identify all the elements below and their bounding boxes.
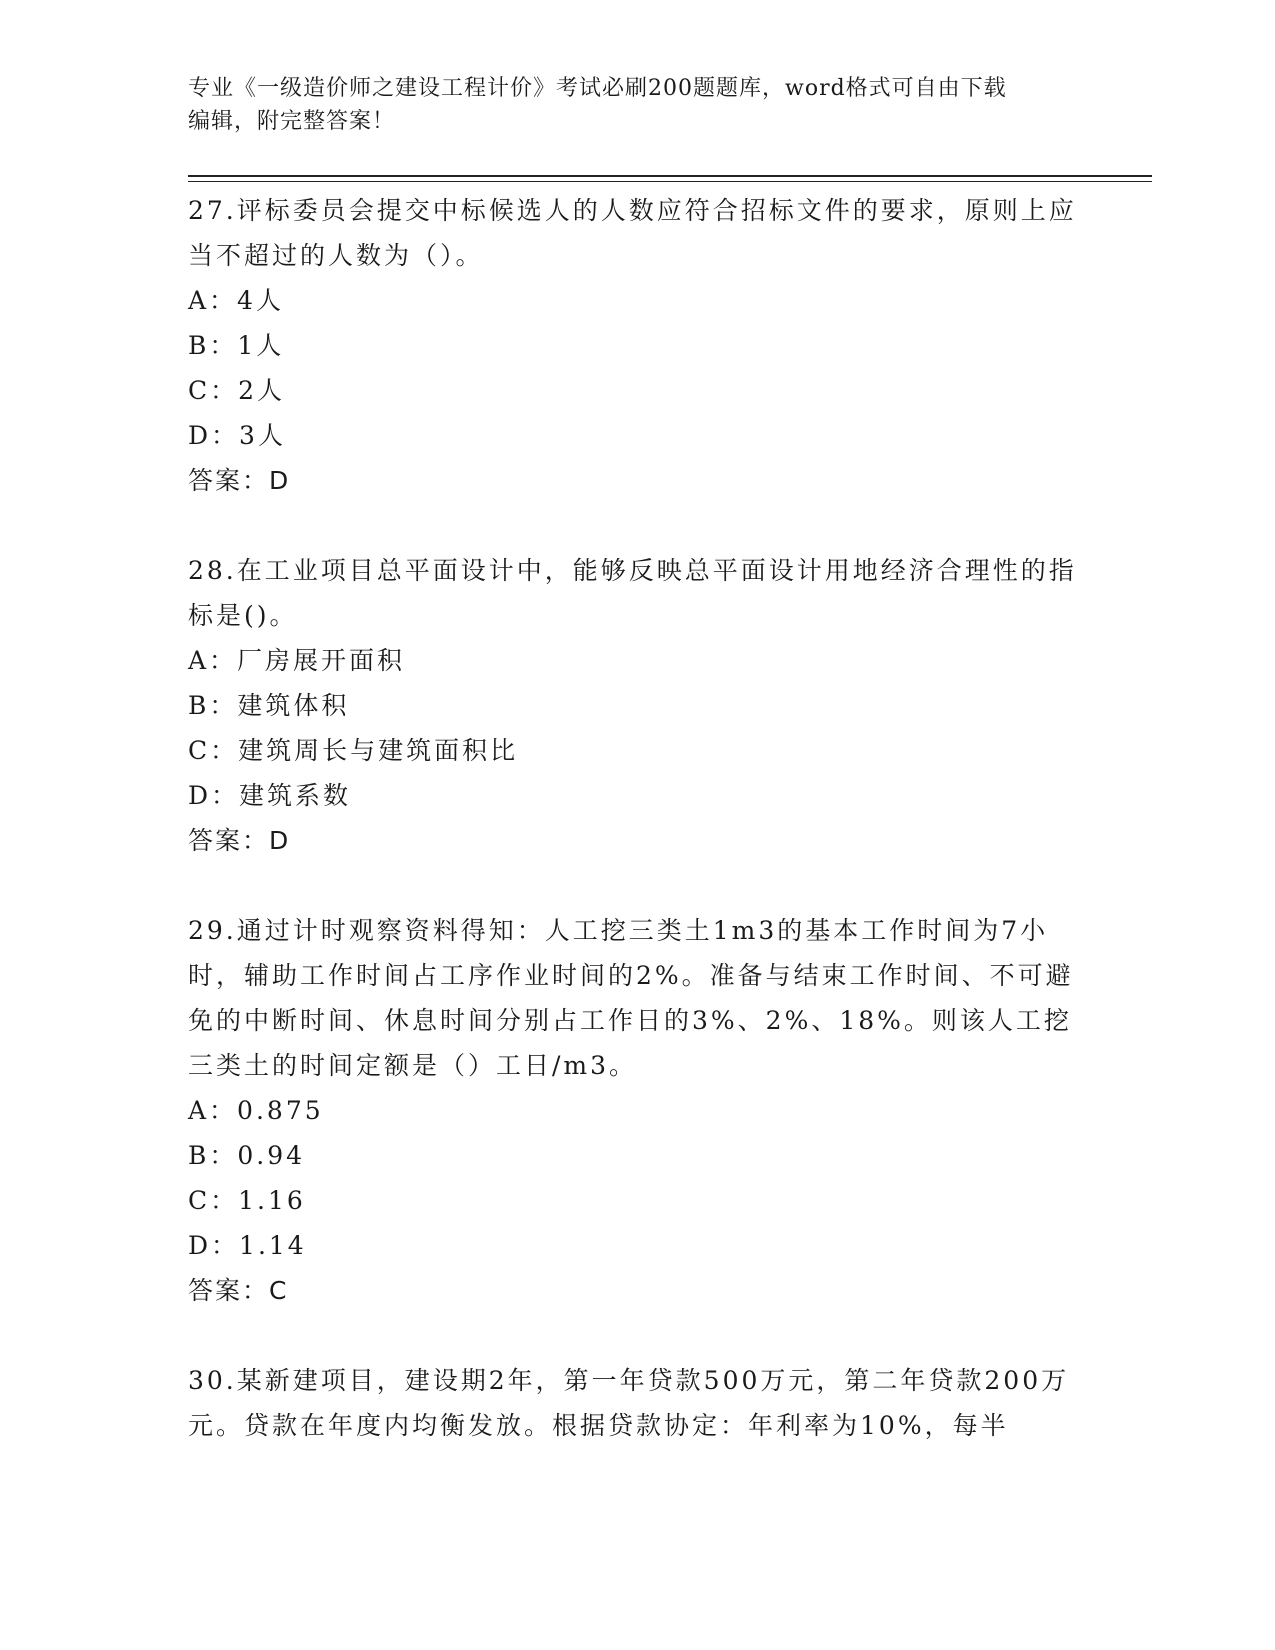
- option-b: B：建筑体积: [188, 691, 350, 720]
- header-rule-thin: [188, 181, 1152, 182]
- question-list: [188, 188, 1088, 1493]
- header-rule-thick: [188, 175, 1152, 177]
- question-28: [188, 548, 1088, 863]
- answer-line: 答案：D: [188, 466, 291, 495]
- option-d: D：1.14: [188, 1231, 307, 1260]
- option-c: C：建筑周长与建筑面积比: [188, 736, 519, 765]
- document-header: [188, 72, 1088, 138]
- option-b: B：1人: [188, 331, 285, 360]
- question-text: 29.通过计时观察资料得知：人工挖三类土1m3的基本工作时间为7小时，辅助工作时间占工序作业时间的2%。准备与结束工作时间、不可避免的中断时间、休息时间分别占工作日的3%、2%、18%。则该人工挖三类土的时间定额是（）工日/m3。: [188, 916, 1074, 1080]
- answer-line: 答案：D: [188, 826, 291, 855]
- question-30: [188, 1358, 1088, 1448]
- answer-line: 答案：C: [188, 1276, 289, 1305]
- header-line-1: 专业《一级造价师之建设工程计价》考试必刷200题题库，word格式可自由下载: [188, 76, 1007, 101]
- option-b: B：0.94: [188, 1141, 306, 1170]
- option-a: A：厂房展开面积: [188, 646, 406, 675]
- option-c: C：2人: [188, 376, 286, 405]
- question-text: 28.在工业项目总平面设计中，能够反映总平面设计用地经济合理性的指标是()。: [188, 556, 1077, 630]
- question-text: 27.评标委员会提交中标候选人的人数应符合招标文件的要求，原则上应当不超过的人数为（）。: [188, 196, 1077, 270]
- question-29: [188, 908, 1088, 1313]
- header-line-2: 编辑，附完整答案！: [188, 109, 396, 134]
- option-a: A：4人: [188, 286, 284, 315]
- option-c: C：1.16: [188, 1186, 306, 1215]
- option-d: D：3人: [188, 421, 286, 450]
- option-d: D：建筑系数: [188, 781, 352, 810]
- question-27: [188, 188, 1088, 503]
- option-a: A：0.875: [188, 1096, 324, 1125]
- question-text: 30.某新建项目，建设期2年，第一年贷款500万元，第二年贷款200万元。贷款在年度内均衡发放。根据贷款协定：年利率为10%，每半: [188, 1366, 1070, 1440]
